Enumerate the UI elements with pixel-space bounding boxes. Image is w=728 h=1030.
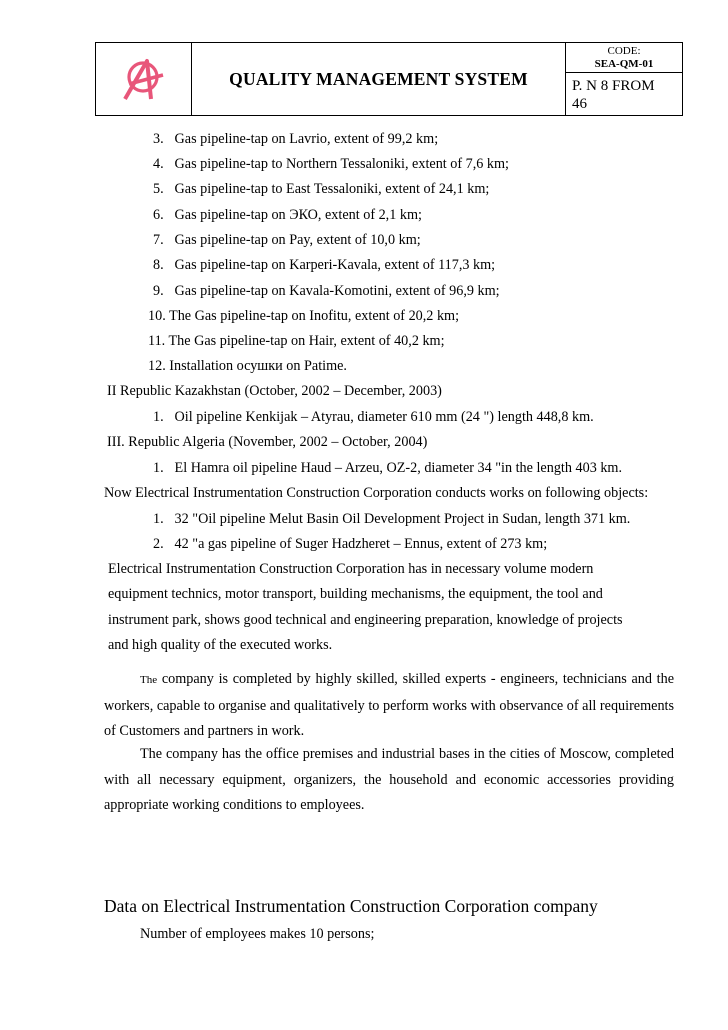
page-total: 46: [572, 96, 587, 112]
list-item: 1. 32 "Oil pipeline Melut Basin Oil Development Project in Sudan, length 371 km.: [153, 511, 631, 527]
section-heading-algeria: III. Republic Algeria (November, 2002 – October, 2004): [107, 434, 428, 450]
list-item: 3. Gas pipeline-tap on Lavrio, extent of 99,2 km;: [153, 131, 439, 147]
list-item: 7. Gas pipeline-tap on Pay, extent of 10,0 km;: [153, 232, 421, 248]
employees-line: Number of employees makes 10 persons;: [140, 926, 375, 942]
list-item: 4. Gas pipeline-tap to Northern Tessaloniki, extent of 7,6 km;: [153, 156, 509, 172]
code-label: CODE:: [607, 45, 641, 57]
current-works-line: Now Electrical Instrumentation Construction Corporation conducts works on following objects:: [104, 485, 649, 501]
staff-paragraph: The company is completed by highly skilled, skilled experts - engineers, technicians and the workers, capable to organise and qualitatively to perform works with observance of all requirements of Customers and partners in work.: [104, 671, 674, 739]
list-item: 11. The Gas pipeline-tap on Hair, extent of 40,2 km;: [148, 333, 445, 349]
section-heading-kazakhstan: II Republic Kazakhstan (October, 2002 – December, 2003): [107, 383, 442, 399]
equipment-line: and high quality of the executed works.: [108, 637, 333, 653]
list-item: 6. Gas pipeline-tap on ЭКО, extent of 2,1 km;: [153, 207, 422, 223]
list-item: 1. El Hamra oil pipeline Haud – Arzeu, OZ-2, diameter 34 "in the length 403 km.: [153, 460, 623, 476]
list-item: 1. Oil pipeline Kenkijak – Atyrau, diameter 610 mm (24 ") length 448,8 km.: [153, 409, 594, 425]
list-item: 2. 42 "a gas pipeline of Suger Hadzheret – Ennus, extent of 273 km;: [153, 536, 548, 552]
list-item: 12. Installation осушки on Patime.: [148, 358, 347, 374]
data-heading: Data on Electrical Instrumentation Construction Corporation company: [104, 896, 598, 916]
document-title: QUALITY MANAGEMENT SYSTEM: [192, 43, 566, 115]
equipment-line: equipment technics, motor transport, building mechanisms, the equipment, the tool and: [108, 586, 603, 602]
list-item: 9. Gas pipeline-tap on Kavala-Komotini, extent of 96,9 km;: [153, 283, 500, 299]
equipment-line: Electrical Instrumentation Construction Corporation has in necessary volume modern: [108, 561, 594, 577]
list-item: 10. The Gas pipeline-tap on Inofitu, extent of 20,2 km;: [148, 308, 460, 324]
page-label: P. N 8 FROM: [572, 78, 655, 94]
list-item: 8. Gas pipeline-tap on Karperi-Kavala, extent of 117,3 km;: [153, 257, 496, 273]
list-item: 5. Gas pipeline-tap to East Tessaloniki, extent of 24,1 km;: [153, 181, 490, 197]
premises-paragraph: The company has the office premises and industrial bases in the cities of Moscow, completed with all necessary equipment, organizers, the household and economic accessories providing appropriate working conditions to employees.: [104, 746, 674, 813]
code-value: SEA-QM-01: [594, 58, 654, 70]
equipment-line: instrument park, shows good technical and engineering preparation, knowledge of projects: [108, 612, 623, 628]
